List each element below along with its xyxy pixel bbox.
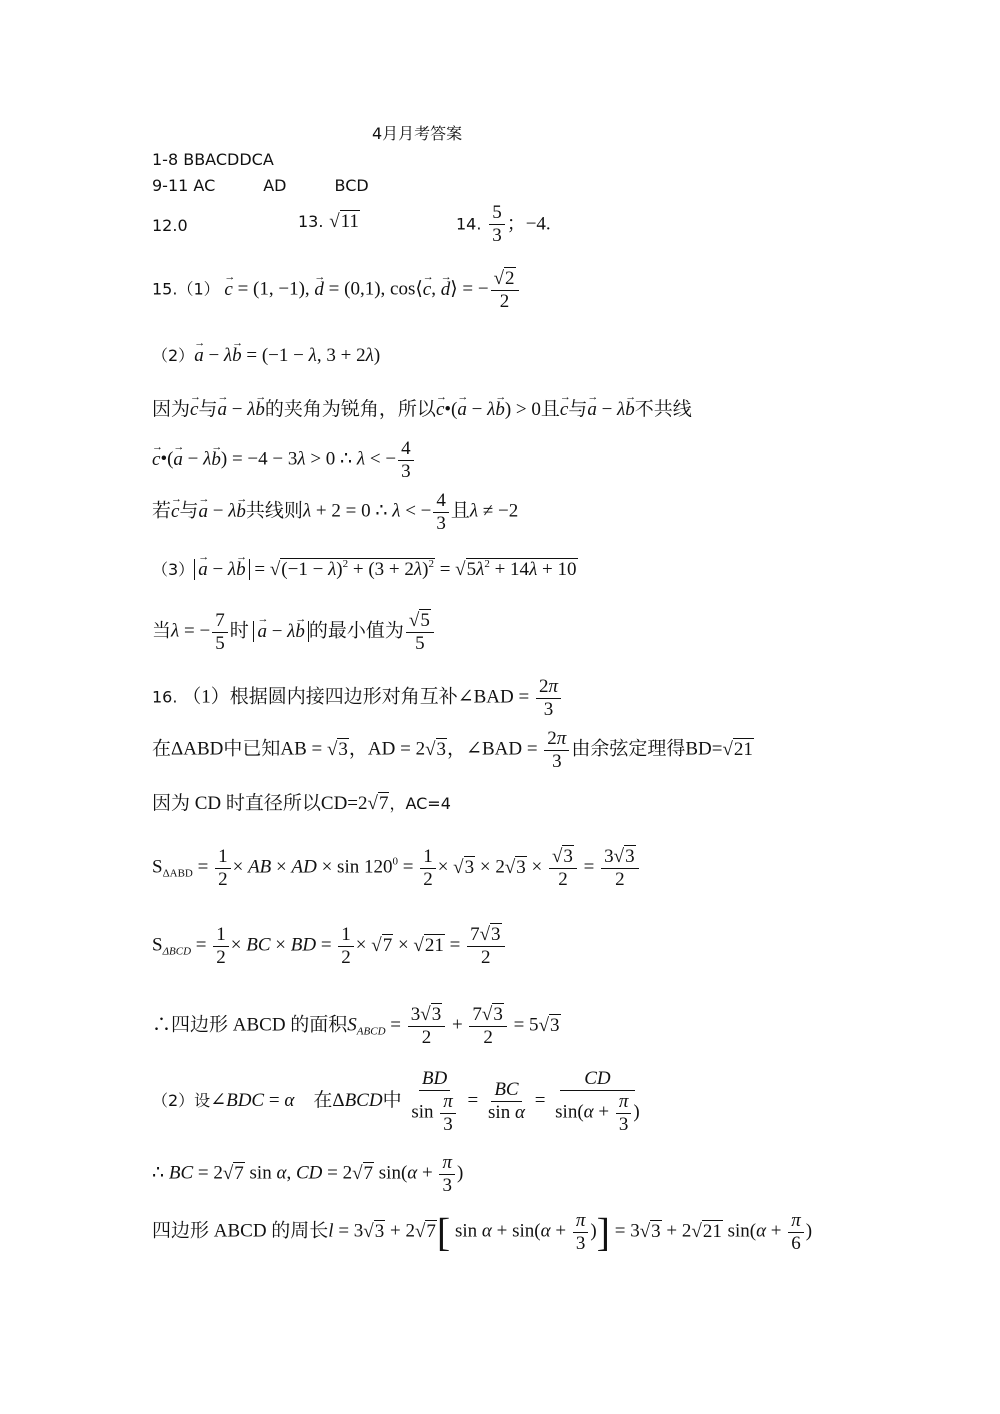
q15-minimum: 当λ = − $\frac{7}{5}$ 时 a → − λb → 的最小值为 √ $\frac{5}{5}$ bbox=[152, 610, 436, 655]
q16-area-bcd: $S_{\Delta BCD}$ = $\frac{1}{2}$ × BC × BD = $\frac{1}{2}$ × √ 7 × √ 21 = $\frac{7√ 3}{2}$ bbox=[152, 924, 507, 969]
q16-part2: （2）设∠BDC = α 在ΔBCD中 BD sin $\frac{\pi}{3}$ = $\frac{BC}{\text{sin α}}$ = CD sin(α + $\frac{\pi}{3}$ ) bbox=[152, 1068, 640, 1135]
q15-dot-product: c →•(a → − λb →) = −4 − 3λ > 0 ∴ λ < − $\frac{4}{3}$ bbox=[152, 438, 416, 483]
q15-collinear: 若c →与a → − λb →共线则λ + 2 = 0 ∴ λ < − $\frac{4}{3}$ 且λ ≠ −2 bbox=[152, 490, 518, 535]
q16-perimeter: 四边形 ABCD 的周长l = 3√ 3 + 2√ 7[ sin α + sin(α + $\frac{\pi}{3}$ )] = 3√ 3 + 2√ 21 sin(α + $\frac{\pi}{6}$ ) bbox=[152, 1210, 812, 1255]
sqrt-11: √ 11 bbox=[329, 210, 360, 232]
q15-part1: 15.（1） c → = (1, −1), d → = (0,1), cos⟨c →, d →⟩ = − √ $\frac{2}{2}$ bbox=[152, 268, 521, 313]
q15-acute-condition: 因为c →与a → − λb →的夹角为锐角，所以c →•(a → − λb →) > 0且c →与a → − λb →不共线 bbox=[152, 398, 692, 422]
answer-14: 14. $\frac{5}{3}$ ；−4. bbox=[456, 202, 551, 246]
page-title: 4月月考答案 bbox=[372, 124, 463, 143]
answer-multi bbox=[152, 174, 369, 198]
q16-diameter: 因为 CD 时直径所以CD=2√ 7，AC=4 bbox=[152, 792, 451, 816]
q15-part2: （2）a → − λb → = (−1 − λ, 3 + 2λ) bbox=[152, 344, 380, 368]
q16-part1: 16. （1）根据圆内接四边形对角互补∠BAD = $\frac{2\pi}{3}$ bbox=[152, 676, 563, 721]
answer-multi-1: 9-11 AC bbox=[152, 176, 216, 195]
answer-multi-3: BCD bbox=[334, 176, 369, 195]
q16-area-total: ∴四边形 ABCD 的面积$S_{ABCD}$ = $\frac{3√ 3}{2}$ + $\frac{7√ 3}{2}$ = 5√ 3 bbox=[152, 1004, 561, 1049]
answer-mc: 1-8 BBACDDCA bbox=[152, 150, 274, 169]
q16-area-abd: $S_{\Delta ABD}$ = $\frac{1}{2}$ × AB × AD × $\sin 120^0$ = $\frac{1}{2}$ × √ 3 × 2√ 3 × √ $\frac{3}{2}$ = $\frac{3√ 3}{2}$ bbox=[152, 846, 641, 891]
answer-12: 12.0 bbox=[152, 216, 188, 235]
q16-triangle-abd: 在ΔABD中已知AB = √ 3，AD = 2√ 3，∠BAD = $\frac{2\pi}{3}$ 由余弦定理得BD=√ 21 bbox=[152, 728, 754, 773]
answer-13: 13. √ 11 bbox=[298, 210, 360, 234]
q16-sides: ∴ BC = 2√ 7 sin α, CD = 2√ 7 sin(α + $\frac{\pi}{3}$ ) bbox=[152, 1152, 463, 1197]
answer-multi-2: AD bbox=[263, 176, 287, 195]
q15-part3: （3） a → − λb → = √ $(-1 - \lambda)^2 + (3 + 2\lambda)^2$ = √ $5\lambda^2 + 14\lambda + 10$ bbox=[152, 552, 578, 582]
